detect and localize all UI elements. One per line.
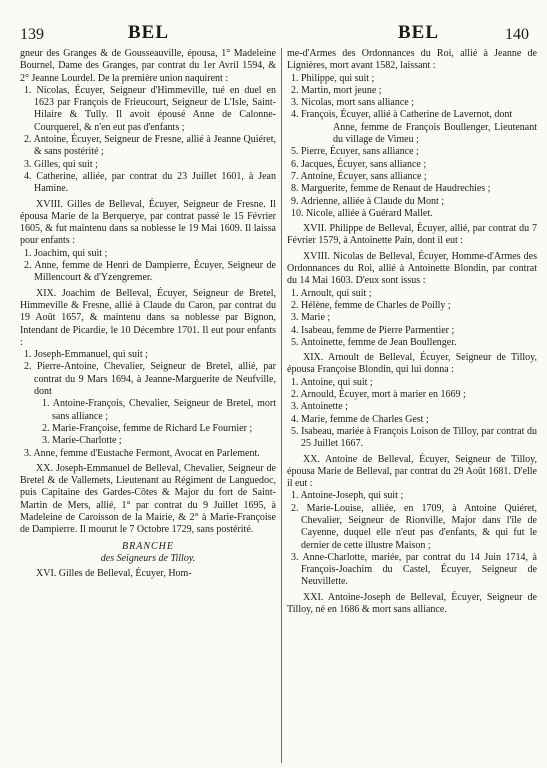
right-paragraph: me-d'Armes des Ordonnances du Roi, allié à Jeanne de Lignières, mort avant 1582, laissant : — [287, 48, 537, 72]
left-running-head: BEL — [128, 22, 170, 43]
right-paragraph: 4. Isabeau, femme de Pierre Parmentier ; — [291, 324, 455, 336]
left-paragraph: XVIII. Gilles de Belleval, Écuyer, Seigneur de Fresne. Il épousa Marie de la Berquerye, par contrat passé le 15 Février 1605, & fut maintenu dans sa noblesse le 19 Mai 1609. Il laissa pour enfants : — [20, 198, 276, 247]
column-divider — [281, 48, 282, 763]
left-paragraph: 3. Gilles, qui suit ; — [24, 158, 98, 170]
right-paragraph: 3. Antoinette ; — [291, 401, 348, 413]
left-paragraph: XVI. Gilles de Belleval, Écuyer, Hom- — [36, 568, 192, 580]
right-page-number: 140 — [505, 26, 529, 43]
left-column — [20, 48, 276, 580]
left-paragraph: 2. Pierre-Antoine, Chevalier, Seigneur de Bretel, allié, par contrat du 9 Mars 1694, à Jeanne-Marguerite de Neufville, dont — [24, 361, 276, 398]
left-paragraph: 3. Marie-Charlotte ; — [42, 435, 122, 447]
left-paragraph: XX. Joseph-Emmanuel de Belleval, Chevalier, Seigneur de Bretel & de Vallemets, Lieutenant au Régiment de Languedoc, puis Capitaine des Gardes-Côtes & Major du fort de Saint-Martin de Mers, allié, 1° par contrat du 9 Juillet 1695, à Madeleine de Caroisson de la Mairie, & 2° à Marie-Françoise de Dampierre. Il mourut le 7 Octobre 1729, sans postérité. — [20, 462, 276, 536]
left-page-number: 139 — [20, 26, 44, 43]
right-paragraph: 3. Marie ; — [291, 312, 331, 324]
left-paragraph: 1. Joseph-Emmanuel, qui suit ; — [24, 349, 148, 361]
left-paragraph: BRANCHE — [122, 540, 174, 552]
right-paragraph: 2. Hélène, femme de Charles de Poilly ; — [291, 299, 451, 311]
left-paragraph: des Seigneurs de Tilloy. — [100, 552, 196, 564]
right-paragraph: 3. Nicolas, mort sans alliance ; — [291, 97, 415, 109]
right-paragraph: 8. Marguerite, femme de Renaut de Haudrechies ; — [291, 183, 491, 195]
right-paragraph: 5. Pierre, Écuyer, sans alliance ; — [291, 146, 419, 158]
right-paragraph: 10. Nicole, alliée à Guérard Mallet. — [291, 207, 433, 219]
left-paragraph: gneur des Granges & de Gousseauville, épousa, 1° Madeleine Bournel, Dame des Granges, par contrat du 1er Avril 1594, & 2° Jeanne Lourdel. De la première union naquirent : — [20, 48, 276, 84]
left-paragraph: 2. Antoine, Écuyer, Seigneur de Fresne, allié à Jeanne Quiéret, & sans postérité ; — [24, 134, 276, 158]
left-paragraph: 2. Marie-Françoise, femme de Richard Le Fournier ; — [42, 422, 253, 434]
right-paragraph: 1. Arnoult, qui suit ; — [291, 287, 372, 299]
right-paragraph: 2. Marie-Louise, alliée, en 1709, à Antoine Quiéret, Chevalier, Seigneur de Rionville, Major dans l'île de Cayenne, duquel elle n'eut pas d'enfants, & qui fut le dernier de cette illustre Maison ; — [291, 502, 537, 551]
right-paragraph: XVII. Philippe de Belleval, Écuyer, allié, par contrat du 7 Février 1579, à Antoinette Pain, dont il eut : — [287, 223, 537, 247]
right-paragraph: XX. Antoine de Belleval, Écuyer, Seigneur de Tilloy, épousa Marie de Belleval, par contrat du 29 Août 1681. D'elle il eut : — [287, 453, 537, 490]
left-paragraph: 1. Antoine-François, Chevalier, Seigneur de Bretel, mort sans alliance ; — [42, 398, 276, 422]
right-paragraph: Anne, femme de François Boullenger, Lieutenant du village de Vimeu ; — [333, 121, 537, 146]
right-paragraph: 1. Antoine-Joseph, qui suit ; — [291, 490, 404, 502]
right-paragraph: 5. Isabeau, mariée à François Loison de Tilloy, par contrat du 25 Juillet 1667. — [291, 425, 537, 450]
left-paragraph: 2. Anne, femme de Henri de Dampierre, Écuyer, Seigneur de Millencourt & d'Yzengremer. — [24, 260, 276, 284]
left-paragraph: 1. Nicolas, Écuyer, Seigneur d'Himmeville, tué en duel en 1623 par François de Frieucourt, Seigneur de L'Isle, Saint-Hilaire & Tully. Il avoit épousé Anne de Calonne-Courquerel, & n'en eut pas d'enfants ; — [24, 84, 276, 133]
right-paragraph: 2. Martin, mort jeune ; — [291, 84, 382, 96]
right-paragraph: 3. Anne-Charlotte, mariée, par contrat du 14 Juin 1714, à François-Joachim du Castel, Écuyer, Seigneur de Neuvillette. — [291, 551, 537, 588]
left-paragraph: 4. Catherine, alliée, par contrat du 23 Juillet 1601, à Jean Hamine. — [24, 170, 276, 195]
right-paragraph: 1. Philippe, qui suit ; — [291, 72, 375, 84]
right-paragraph: 4. Marie, femme de Charles Gest ; — [291, 413, 429, 425]
left-paragraph: 3. Anne, femme d'Eustache Fermont, Avocat en Parlement. — [24, 447, 260, 459]
right-paragraph: 2. Arnould, Écuyer, mort à marier en 1669 ; — [291, 389, 466, 401]
right-paragraph: 1. Antoine, qui suit ; — [291, 376, 373, 388]
right-paragraph: XVIII. Nicolas de Belleval, Écuyer, Homme-d'Armes des Ordonnances du Roi, allié à Antoinette Blondin, par contrat du 14 Mai 1603. D'eux sont issus : — [287, 250, 537, 287]
right-paragraph: 9. Adrienne, alliée à Claude du Mont ; — [291, 195, 445, 207]
left-paragraph: 1. Joachim, qui suit ; — [24, 247, 108, 259]
right-paragraph: 5. Antoinette, femme de Jean Boullenger. — [291, 336, 457, 348]
right-paragraph: 7. Antoine, Écuyer, sans alliance ; — [291, 170, 427, 182]
right-column — [287, 48, 537, 616]
right-running-head: BEL — [398, 22, 440, 43]
left-paragraph: XIX. Joachim de Belleval, Écuyer, Seigneur de Bretel, Himmeville & Fresne, allié à Claude du Caron, par contrat du 19 Août 1657, & maintenu dans sa noblesse par Bignon, Intendant de Picardie, le 10 Décembre 1701. Il eut pour enfants : — [20, 287, 276, 348]
right-paragraph: XIX. Arnoult de Belleval, Écuyer, Seigneur de Tilloy, épousa Françoise Blondin, qui lui donna : — [287, 352, 537, 376]
right-paragraph: XXI. Antoine-Joseph de Belleval, Écuyer, Seigneur de Tilloy, né en 1686 & mort sans alliance. — [287, 591, 537, 616]
right-paragraph: 6. Jacques, Écuyer, sans alliance ; — [291, 158, 427, 170]
right-paragraph: 4. François, Écuyer, allié à Catherine de Lavernot, dont — [291, 109, 513, 121]
